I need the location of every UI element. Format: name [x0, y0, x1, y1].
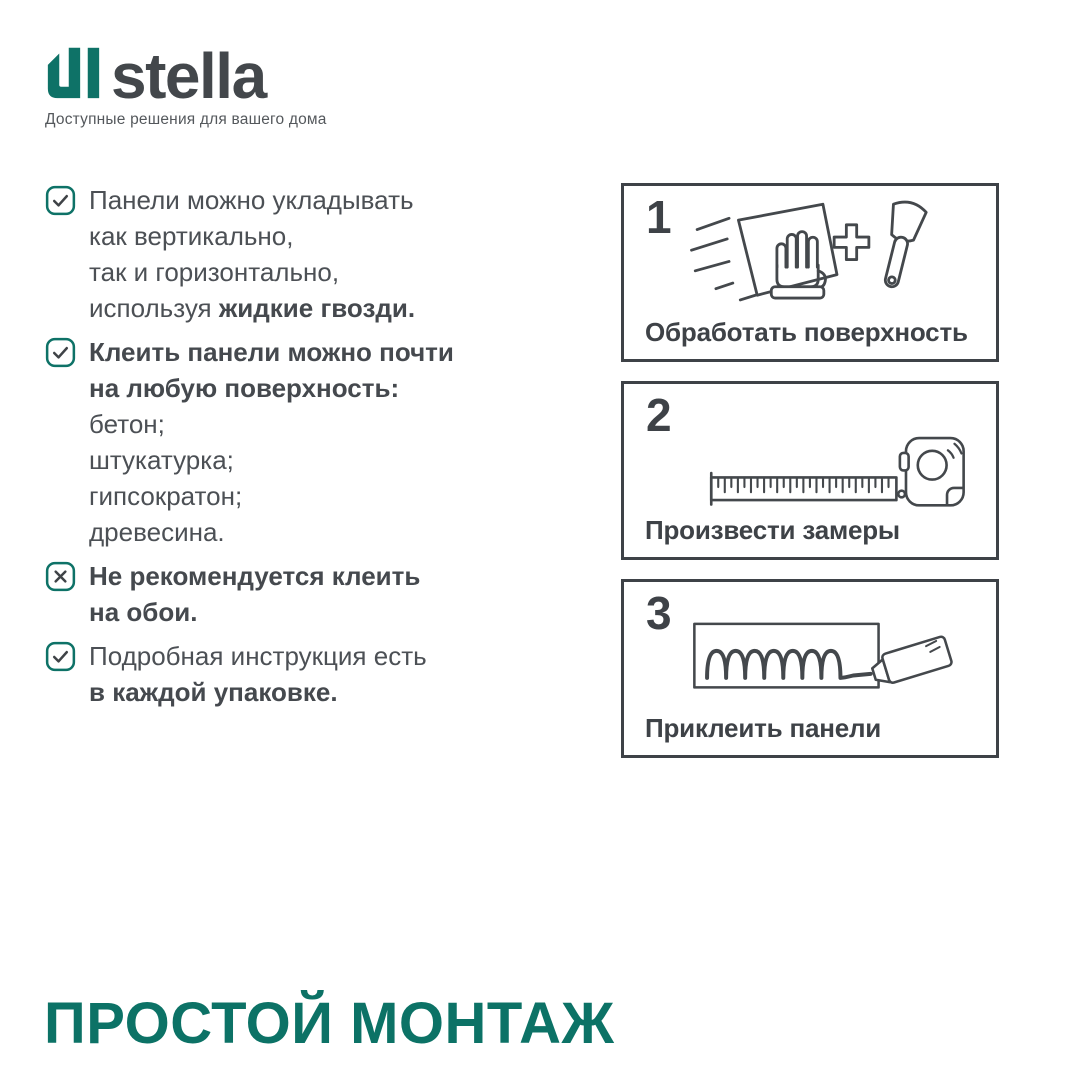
glue-panel-icon	[688, 608, 954, 707]
step-label: Произвести замеры	[645, 515, 900, 545]
step-number: 1	[646, 191, 672, 243]
stella-logo-icon	[45, 44, 102, 101]
check-icon	[45, 185, 76, 216]
cross-icon	[45, 561, 76, 592]
tape-measure-icon	[706, 432, 968, 519]
step-label: Обработать поверхность	[645, 317, 968, 347]
step-box-2	[621, 381, 999, 560]
step-number: 3	[646, 587, 672, 639]
step-number: 2	[646, 389, 672, 441]
steps-column	[621, 183, 999, 758]
list-item	[45, 334, 605, 550]
list-item	[45, 558, 605, 630]
logo-tagline: Доступные решения для вашего дома	[45, 111, 327, 128]
check-icon	[45, 641, 76, 672]
check-icon	[45, 337, 76, 368]
step-box-1	[621, 183, 999, 362]
list-item	[45, 182, 605, 326]
step-box-3	[621, 579, 999, 758]
brand-name: stella	[111, 40, 266, 112]
list-item-text: Подробная инструкция есть в каждой упаковке.	[89, 641, 427, 707]
logo	[45, 40, 327, 129]
page-title: ПРОСТОЙ МОНТАЖ	[44, 991, 615, 1056]
step-label: Приклеить панели	[645, 713, 882, 743]
logo-row	[45, 40, 327, 112]
list-item-text: Клеить панели можно почти на любую поверхность: бетон; штукатурка; гипсократон; древесина.	[89, 337, 454, 547]
list-item	[45, 638, 605, 710]
list-item-text: Не рекомендуется клеить на обои.	[89, 561, 421, 627]
bullet-list	[45, 182, 605, 710]
wipe-surface-icon	[684, 192, 928, 323]
list-item-text: Панели можно укладывать как вертикально, так и горизонтально, используя жидкие гвозди.	[89, 185, 416, 323]
